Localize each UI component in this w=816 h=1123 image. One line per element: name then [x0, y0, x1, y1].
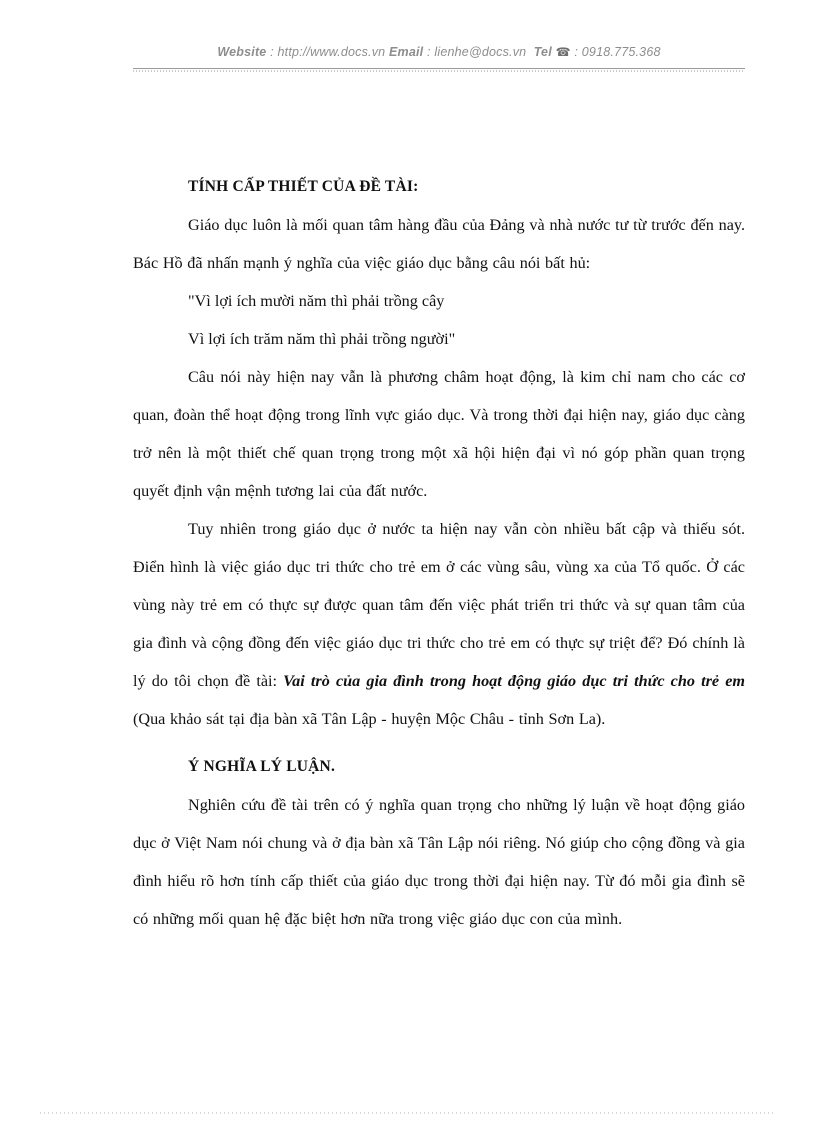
website-value: http://www.docs.vn: [277, 45, 386, 59]
tel-label: Tel: [533, 45, 552, 59]
website-separator: :: [266, 45, 278, 59]
section-heading-y-nghia-ly-luan: Ý NGHĨA LÝ LUẬN.: [188, 758, 336, 775]
quote-line-1: "Vì lợi ích mười năm thì phải trồng cây: [188, 292, 445, 310]
header-gap-2: [526, 45, 533, 59]
paragraph-tuy-nhien-text-after: (Qua khảo sát tại địa bàn xã Tân Lập - huyện Mộc Châu - tỉnh Sơn La).: [133, 710, 606, 728]
section-heading-tinh-cap-thiet: TÍNH CẤP THIẾT CỦA ĐỀ TÀI:: [188, 178, 419, 195]
document-header: [133, 44, 745, 60]
tel-value: 0918.775.368: [581, 45, 661, 59]
paragraph-nghien-cuu: Nghiên cứu đề tài trên có ý nghĩa quan trọng cho những lý luận về hoạt động giáo dục ở Việt Nam nói chung và ở địa bàn xã Tân Lập nói riêng. Nó giúp cho cộng đồng và gia đình hiểu rõ hơn tính cấp thiết của giáo dục trong thời đại hiện nay. Từ đó mỗi gia đình sẽ có những mối quan hệ đặc biệt hơn nữa trong việc giáo dục con của mình.: [133, 796, 745, 928]
quote-line-2: Vì lợi ích trăm năm thì phải trồng người": [188, 330, 456, 348]
website-label: Website: [217, 45, 267, 59]
email-separator: :: [423, 45, 435, 59]
email-value: lienhe@docs.vn: [434, 45, 527, 59]
header-rule-solid: [133, 68, 745, 69]
paragraph-cau-noi: Câu nói này hiện nay vẫn là phương châm hoạt động, là kim chỉ nam cho các cơ quan, đoàn thể hoạt động trong lĩnh vực giáo dục. Và trong thời đại hiện nay, giáo dục càng trở nên là một thiết chế quan trọng trong một xã hội hiện đại vì nó góp phần quan trọng quyết định vận mệnh tương lai của đất nước.: [133, 368, 745, 500]
document-body: [133, 168, 745, 938]
telephone-icon: ☎: [555, 45, 571, 59]
email-label: Email: [389, 45, 424, 59]
paragraph-tuy-nhien: [133, 510, 745, 738]
header-contact-line: [133, 44, 745, 60]
tel-separator: :: [570, 45, 582, 59]
footer-dotted-rule: [40, 1112, 776, 1114]
header-rule-dotted: [133, 70, 745, 72]
thesis-title-emphasis: Vai trò của gia đình trong hoạt động giáo dục tri thức cho trẻ em: [283, 672, 745, 690]
paragraph-tuy-nhien-text-before: Tuy nhiên trong giáo dục ở nước ta hiện nay vẫn còn nhiều bất cập và thiếu sót. Điển hình là việc giáo dục tri thức cho trẻ em ở các vùng sâu, vùng xa của Tổ quốc. Ở các vùng này trẻ em có thực sự được quan tâm đến việc phát triển tri thức và sự quan tâm của gia đình và cộng đồng đến việc giáo dục tri thức cho trẻ em có thực sự triệt để? Đó chính là lý do tôi chọn đề tài:: [133, 520, 745, 690]
paragraph-intro: Giáo dục luôn là mối quan tâm hàng đầu của Đảng và nhà nước tư từ trước đến nay. Bác Hồ đã nhấn mạnh ý nghĩa của việc giáo dục bằng câu nói bất hủ:: [133, 216, 745, 272]
